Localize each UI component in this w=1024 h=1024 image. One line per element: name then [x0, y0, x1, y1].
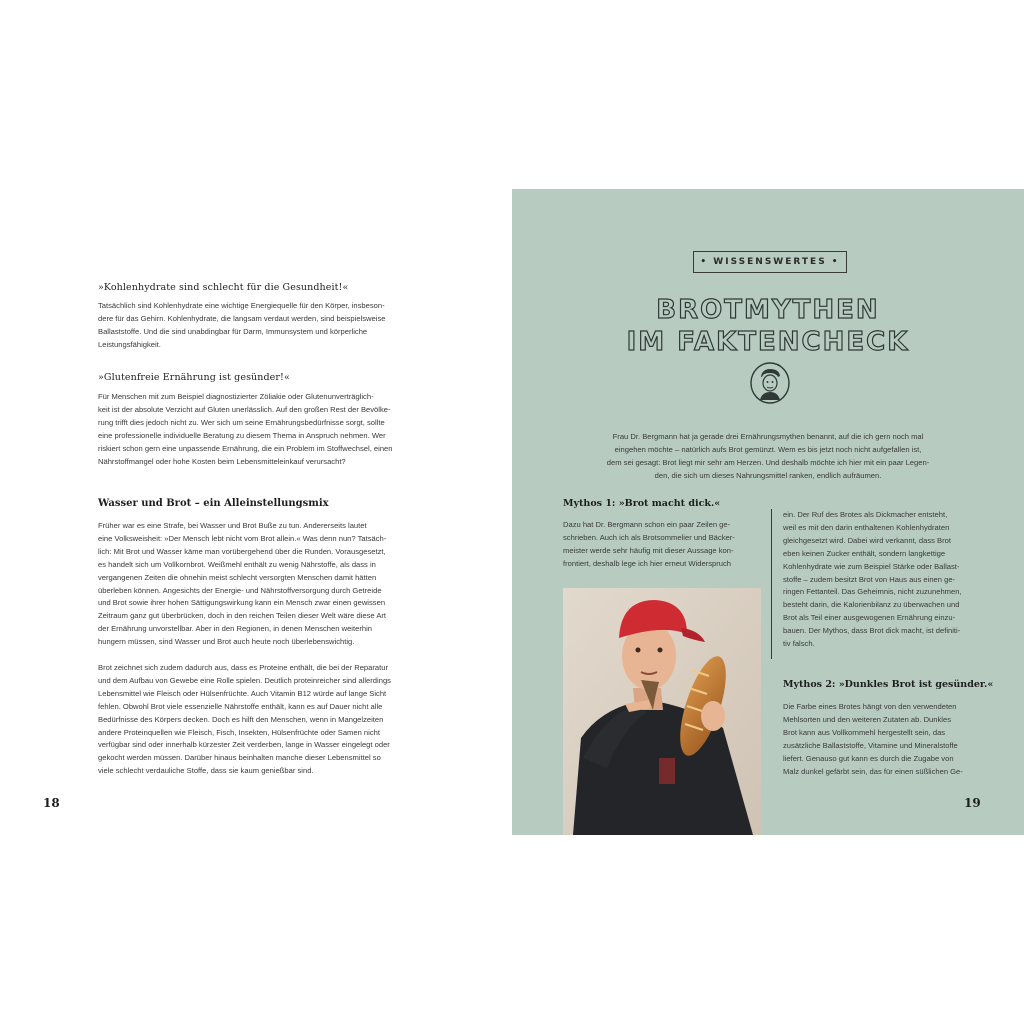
text-line: besteht darin, die Kalorienbilanz zu überwachen und	[783, 600, 960, 610]
text-line: riskiert schon gern eine unpassende Ernährung, die ein Problem im Stoffwechsel, einen	[98, 443, 393, 453]
text-line: andere Proteinquellen wie Fleisch, Fisch, Insekten, Hülsenfrüchte oder Samen nicht	[98, 727, 380, 737]
page-number-left: 18	[43, 796, 60, 810]
text-line: viele schlecht verdauliche Stoffe, dass sie kaum genießbar sind.	[98, 766, 314, 776]
myth1-left-column	[563, 519, 763, 571]
text-line: Kohlenhydrate wie zum Beispiel Stärke oder Ballast-	[783, 561, 960, 571]
column-divider	[771, 509, 772, 659]
paragraph-2	[98, 662, 428, 778]
text-line: Brot kann aus Vollkornmehl hergestellt sein, das	[783, 727, 946, 737]
text-line: der Ernährung unvorstellbar. Aber in den Regionen, in denen Menschen weiterhin	[98, 624, 372, 634]
text-line: Leistungsfähigkeit.	[98, 339, 161, 349]
author-portrait-badge	[750, 362, 790, 404]
text-line: meister werde sehr häufig mit dieser Aussage kon-	[563, 545, 734, 555]
text-line: eine professionelle individuelle Beratung zu diesem Thema in Anspruch nehmen. Wer	[98, 430, 386, 440]
text-line: rung trifft dies jedoch nicht zu. Wer sich um seine Ernährungsbedürfnisse sorgt, sollte	[98, 417, 385, 427]
text-line: eingehen möchte – natürlich aufs Brot gemünzt. Wem es bis jetzt noch nicht aufgefallen ist,	[614, 445, 922, 454]
text-line: Zeitraum ganz gut überbrücken, doch in den reichen Teilen dieser Welt wäre diese Art	[98, 611, 387, 621]
text-line: Mehlsorten und den weiteren Zutaten ab. Dunkles	[783, 714, 952, 724]
text-line: stoffe – zudem besitzt Brot von Haus aus einen ge-	[783, 574, 956, 584]
text-line: Früher war es eine Strafe, bei Wasser und Brot Buße zu tun. Andererseits lautet	[98, 521, 367, 530]
main-heading: Wasser und Brot – ein Alleinstellungsmix	[98, 498, 329, 509]
text-line: und Brot sowie ihrer hohen Sättigungswirkung kann ein Mensch zwar einen gewissen	[98, 598, 386, 608]
category-tag: • WISSENSWERTES •	[693, 251, 847, 273]
intro-text	[582, 430, 954, 482]
myth2-body	[783, 701, 983, 778]
text-line: frontiert, deshalb lege ich hier erneut Widerspruch	[563, 558, 731, 568]
text-line: eben keinen Zucker enthält, sondern langkettige	[783, 548, 946, 558]
title-line-1: BROTMYTHEN	[656, 295, 880, 325]
text-line: es handelt sich um Vollkornbrot. Weißmehl enthält zu wenig Nährstoffe, als dass in	[98, 559, 376, 569]
text-line: Malz dunkel gefärbt sein, das für einen süßlichen Ge-	[783, 766, 963, 776]
text-line: Die Farbe eines Brotes hängt von den verwendeten	[783, 702, 957, 711]
baker-photo	[563, 588, 761, 835]
section2-body	[98, 391, 428, 468]
text-line: Nährstoffmangel oder hohe Kosten beim Lebensmitteleinkauf verursacht?	[98, 456, 346, 466]
text-line: Ballaststoffe. Und die sind unabdingbar für Darm, Immunsystem und körperliche	[98, 326, 368, 336]
text-line: lich: Mit Brot und Wasser käme man vorübergehend über die Runden. Vorausgesetzt,	[98, 546, 386, 556]
myth2-heading: Mythos 2: »Dunkles Brot ist gesünder.«	[783, 679, 994, 690]
text-line: gekocht werden müssen. Darüber hinaus beinhalten manche dieser Lebensmittel so	[98, 753, 381, 763]
text-line: Bedürfnisse des Körpers decken. Doch es hilft den Menschen, wenn in Mangelzeiten	[98, 714, 384, 724]
text-line: den, die sich um dieses Nahrungsmittel ranken, endlich aufräumen.	[654, 471, 882, 480]
text-line: und dem Aufbau von Gewebe eine Rolle spielen. Deutlich proteinreicher sind allerdings	[98, 675, 391, 685]
text-line: ein. Der Ruf des Brotes als Dickmacher entsteht,	[783, 510, 948, 519]
myth1-right-column	[783, 509, 983, 651]
section1-heading: »Kohlenhydrate sind schlecht für die Gesundheit!«	[98, 282, 349, 293]
text-line: zusätzliche Ballaststoffe, Vitamine und Mineralstoffe	[783, 740, 958, 750]
myth1-heading: Mythos 1: »Brot macht dick.«	[563, 498, 721, 509]
text-line: dere für das Gehirn. Kohlenhydrate, die langsam verdaut werden, sind beispielsweise	[98, 313, 386, 323]
text-line: liefert. Genauso gut kann es durch die Zugabe von	[783, 753, 954, 763]
text-line: keit ist der absolute Verzicht auf Gluten unerlässlich. Auf den großen Rest der Bevölke-	[98, 404, 391, 414]
text-line: überleben können. Angesichts der Energie- und Nährstoffversorgung durch Getreide	[98, 585, 382, 595]
text-line: eine Volksweisheit: »Der Mensch lebt nicht vom Brot allein.« Was denn nun? Tatsäch-	[98, 533, 387, 543]
text-line: weil es mit den darin enthaltenen Kohlenhydraten	[783, 522, 950, 532]
right-page	[512, 189, 1024, 835]
text-line: Frau Dr. Bergmann hat ja gerade drei Ernährungsmythen benannt, auf die ich gern noch mal	[612, 432, 924, 441]
text-line: Tatsächlich sind Kohlenhydrate eine wichtige Energiequelle für den Körper, insbeson-	[98, 301, 385, 310]
text-line: Lebensmittel wie Fleisch oder Hülsenfrüchte. Auch Vitamin B12 würde auf lange Sicht	[98, 688, 387, 698]
text-line: verfügbar sind oder innerhalb kürzester Zeit verderben, lange in Wasser eingelegt oder	[98, 740, 390, 750]
section1-body	[98, 300, 428, 352]
title-line-2: IM FAKTENCHECK	[626, 327, 910, 357]
text-line: tiv falsch.	[783, 639, 815, 649]
text-line: gleichgesetzt wird. Dabei wird verkannt, dass Brot	[783, 535, 951, 545]
paragraph-1	[98, 520, 428, 649]
text-line: ringen Fettanteil. Das Geheimnis, nicht zuzunehmen,	[783, 587, 962, 597]
text-line: Brot zeichnet sich zudem dadurch aus, dass es Proteine enthält, die bei der Reparatur	[98, 663, 388, 672]
text-line: Für Menschen mit zum Beispiel diagnostizierter Zöliakie oder Glutenunverträglich-	[98, 392, 374, 401]
page-number-right: 19	[964, 796, 981, 810]
text-line: schrieben. Auch ich als Brotsommelier und Bäcker-	[563, 532, 735, 542]
text-line: hungern müssen, sind Wasser und Brot auch heute noch überlebenswichtig.	[98, 637, 355, 647]
text-line: Brot als Teil einer ausgewogenen Ernährung einzu-	[783, 613, 956, 623]
text-line: Dazu hat Dr. Bergmann schon ein paar Zeilen ge-	[563, 520, 731, 529]
text-line: vergangenen Zeiten die ohnehin meist schlecht versorgten Menschen damit hätten	[98, 572, 377, 582]
text-line: bauen. Der Mythos, dass Brot dick macht, ist definiti-	[783, 626, 961, 636]
section2-heading: »Glutenfreie Ernährung ist gesünder!«	[98, 372, 290, 383]
text-line: dem sei gesagt: Brot liegt mir sehr am Herzen. Und deshalb möchte ich hier mit ein paar Legen-	[606, 458, 930, 467]
text-line: fehlen. Obwohl Brot viele essenzielle Nährstoffe enthält, kann es auf Dauer nicht alle	[98, 701, 383, 711]
